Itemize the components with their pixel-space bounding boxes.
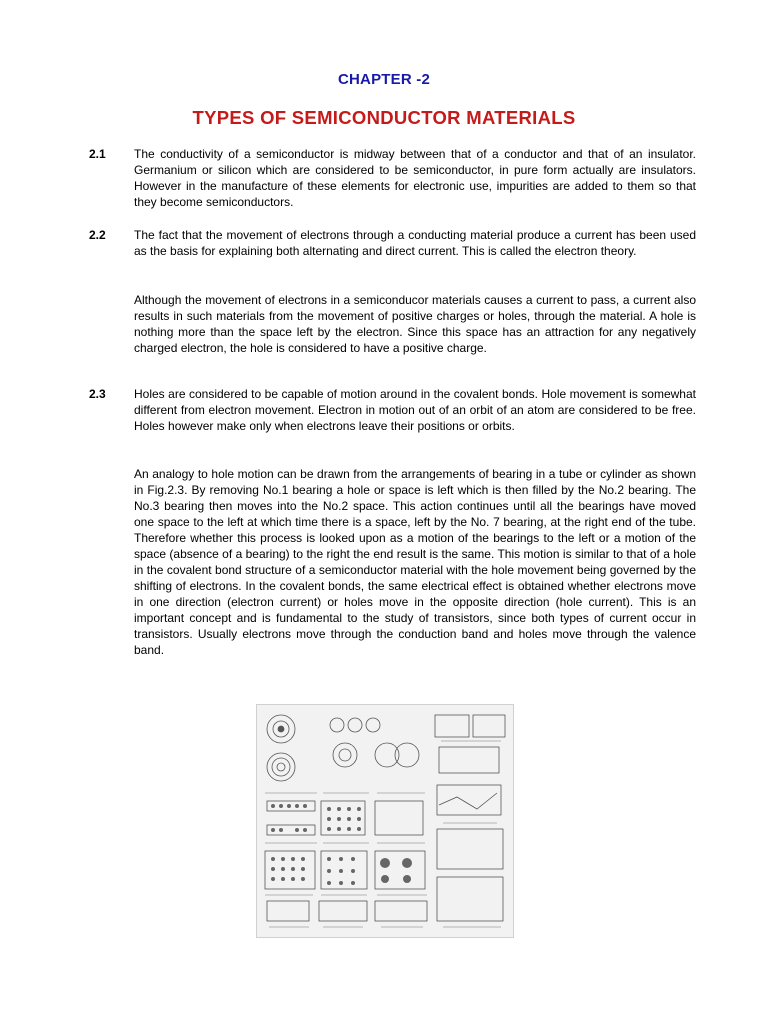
paragraph: The fact that the movement of electrons through a conducting material produce a current has been used as the basis for explaining both alternating and direct current. This is called the electron theory.	[134, 228, 696, 258]
page-title: TYPES OF SEMICONDUCTOR MATERIALS	[192, 107, 576, 128]
figure-illustration	[257, 705, 513, 937]
paragraph: The conductivity of a semiconductor is midway between that of a conductor and that of an insulator. Germanium or silicon which are considered to be semiconductor, in pure form actually are insulators. However in the manufacture of these elements for electronic use, impurities are added to them so that they become semiconductors.	[134, 147, 696, 209]
paragraph: Holes are considered to be capable of motion around in the covalent bonds. Hole movement is somewhat different from electron movement. Electron in motion out of an orbit of an atom are considered to be free. Holes however make only when electrons leave their positions or orbits.	[134, 387, 696, 433]
section-number: 2.2	[89, 228, 106, 242]
chapter-heading: CHAPTER -2	[337, 71, 430, 88]
paragraph: Although the movement of electrons in a semiconducor materials causes a current to pass, a current also results in such materials from the movement of positive charges or holes, through the material. A hole is nothing more than the space left by the electron. Since this space has an attraction for any negatively charged electron, the hole is considered to have a positive charge.	[134, 293, 696, 355]
paragraph: An analogy to hole motion can be drawn from the arrangements of bearing in a tube or cylinder as shown in Fig.2.3. By removing No.1 bearing a hole or space is left which is then filled by the No.2 bearing. The No.3 bearing then moves into the No.2 space. This action continues until all the bearings have moved one space to the left at which time there is a space, left by the No. 7 bearing, at the right end of the tube. Therefore whether this process is looked upon as a motion of the bearings to the left or a motion of the space (absence of a bearing) to the right the end result is the same. This motion is similar to that of a hole in the covalent bond structure of a semiconductor material with the hole movement being governed by the shifting of electrons. In the covalent bonds, the same electrical effect is obtained whether electrons move in one direction (electron current) or holes move in the opposite direction (hole current). This is an important concept and is fundamental to the study of transistors, since both types of current occur in transistors. Usually electrons move through the conduction band and holes move through the valence band.	[134, 467, 696, 657]
semiconductor-figure-collage	[256, 704, 514, 938]
section-number: 2.3	[89, 387, 106, 401]
section-number: 2.1	[89, 147, 106, 161]
